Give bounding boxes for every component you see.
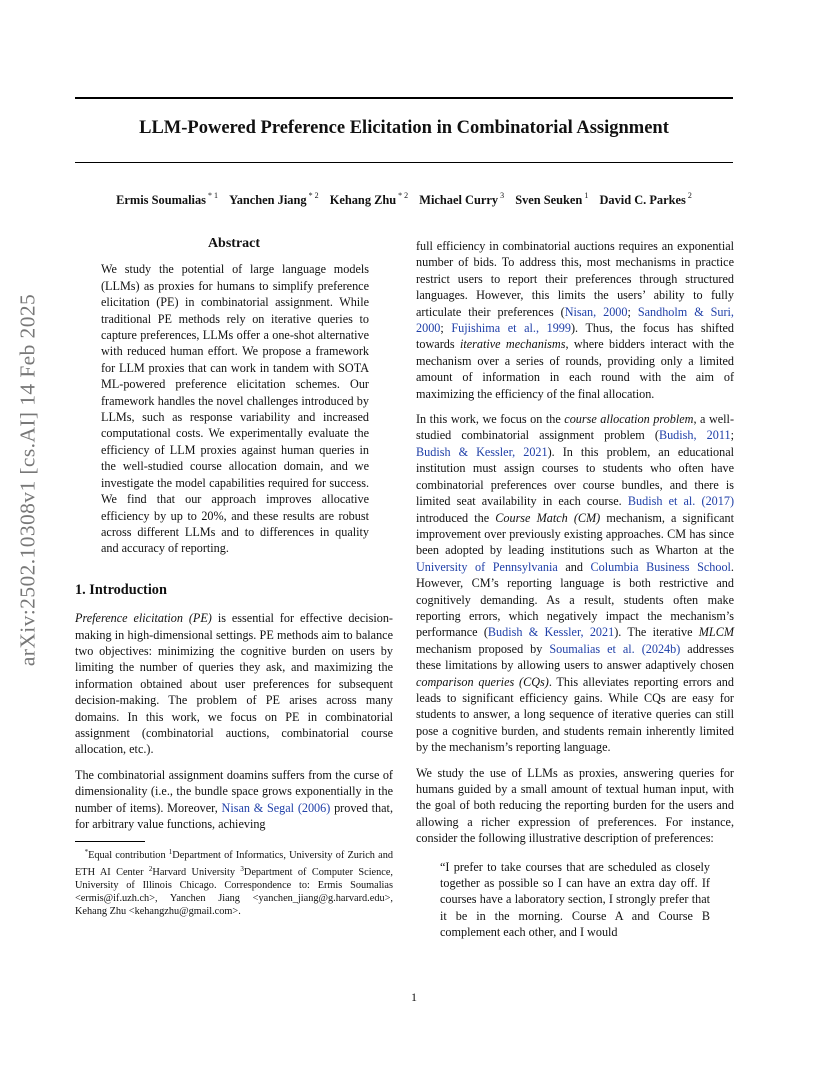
abstract-text: We study the potential of large language models (LLMs) as proxies for humans to simplify preference elicitation (PE) in combinatorial assignment. While traditional PE methods rely on iterative queries to capture preferences, LLMs offer a one-shot alternative with reduced human effort. We propose a framework for LLM proxies that can work in tandem with SOTA ML-powered preference elicitation schemes. Our framework handles the novel challenges introduced by LLMs, such as response variability and increased computational costs. We experimentally evaluate the efficiency of LLM proxies against human queries in the well-studied course allocation domain, and we investigate the model capabilities required for success. We find that our approach improves allocative efficiency by up to 20%, and these results are robust across different LLMs and to differences in quality and accuracy of reporting. <box>101 262 369 556</box>
paragraph-text: ; <box>730 428 734 443</box>
right-paragraph-1 <box>416 238 734 402</box>
paragraph-text: In this work, we focus on the <box>416 412 565 427</box>
paragraph-text: ; <box>440 321 452 336</box>
term-preference-elicitation: Preference elicitation (PE) <box>75 611 212 626</box>
citation-link[interactable]: Nisan & Segal (2006) <box>221 800 331 815</box>
affiliation-footnote <box>75 846 393 918</box>
author-affiliation-marks: * 1 <box>208 191 219 200</box>
paragraph-text: ; <box>627 304 638 319</box>
paragraph-text: ). The iterative <box>614 625 699 640</box>
author-name: Michael Curry <box>419 193 499 207</box>
right-paragraph-3: We study the use of LLMs as proxies, answering queries for humans guided by a small amount of textual human input, with the goal of both reducing the reporting burden for the users and allowing a richer expression of preferences. For instance, consider the following illustrative description of preferences: <box>416 765 734 846</box>
author-affiliation-marks: * 2 <box>398 191 409 200</box>
author <box>116 193 218 207</box>
footnote-text: Equal contribution <box>88 850 169 862</box>
author-name: Kehang Zhu <box>329 193 397 207</box>
footnote-text: Harvard University <box>152 867 241 879</box>
paragraph-text: , where bidders interact with the mechanism over a series of rounds, providing only a limited amount of information in each round with the aim of maximizing the efficiency of the final allocation. <box>416 337 734 401</box>
citation-link[interactable]: Budish & Kessler, 2021 <box>416 444 548 459</box>
term-course-allocation: course allocation problem <box>564 412 694 427</box>
author-name: Sven Seuken <box>515 193 583 207</box>
author <box>515 193 588 207</box>
paragraph-text: ). In this problem, an educational institution must assign courses to students who often have combinatorial preferences over course bundles, and there is limited seat availability in each course. <box>416 444 734 509</box>
author-affiliation-marks: 2 <box>687 191 692 200</box>
author-affiliation-marks: * 2 <box>308 191 319 200</box>
term-mlcm: MLCM <box>698 625 734 640</box>
right-column <box>416 238 734 941</box>
citation-link[interactable]: Sandholm & Suri, 2000 <box>416 304 734 336</box>
paragraph-text: mechanism proposed by <box>416 641 550 656</box>
term-iterative-mechanisms: iterative mechanisms <box>459 337 566 352</box>
paper-title: LLM-Powered Preference Elicitation in Combinatorial Assignment <box>139 118 669 138</box>
page-number: 1 <box>411 990 417 1004</box>
author-name: David C. Parkes <box>599 193 686 207</box>
term-course-match: Course Match (CM) <box>495 510 601 525</box>
citation-link[interactable]: Budish & Kessler, 2021 <box>487 625 615 640</box>
term-comparison-queries: comparison queries (CQs) <box>416 674 549 689</box>
citation-link[interactable]: Soumalias et al. (2024b) <box>549 641 681 656</box>
paragraph-text: and <box>557 559 591 574</box>
footnote-mark: 1 <box>168 848 173 857</box>
paragraph-text: . However, CM’s reporting language is both restrictive and cognitively demanding. As a result, students often make reporting errors, which negatively impact the mechanism’s performance ( <box>416 559 734 640</box>
paragraph-text: The combinatorial assignment doamins suffers from the curse of dimensionality (i.e., the bundle space grows exponentially in the number of items). Moreover, <box>75 767 393 815</box>
author-name: Ermis Soumalias <box>116 193 207 207</box>
author-affiliation-marks: 3 <box>500 191 505 200</box>
footnote-mark: 2 <box>148 865 153 874</box>
intro-paragraph-1 <box>75 610 393 758</box>
institution-link[interactable]: University of Pennsylvania <box>416 559 558 574</box>
author <box>330 193 408 207</box>
footnote-mark: 3 <box>240 865 244 874</box>
arxiv-identifier: arXiv:2502.10308v1 [cs.AI] 14 Feb 2025 <box>15 293 40 667</box>
section-heading-introduction: 1. Introduction <box>75 581 167 598</box>
abstract-heading: Abstract <box>207 236 261 251</box>
citation-link[interactable]: Budish, 2011 <box>658 428 731 443</box>
paragraph-text: full efficiency in combinatorial auctions requires an exponential number of bids. To address this, most mechanisms in practice restrict users to report their preferences through structured languages. However, this limits the users’ ability to fully articulate their preferences ( <box>416 239 734 319</box>
footnote-rule <box>75 841 145 842</box>
paragraph-text: . This alleviates reporting errors and leads to significant efficiency gains. While CQs are easy for students to answer, a long sequence of iterative queries can still pose a cognitive burden, and students remain inherently limited by the mechanism’s reporting language. <box>416 674 734 755</box>
author-list <box>75 191 733 208</box>
left-column <box>75 236 393 927</box>
citation-link[interactable]: Fujishima et al., 1999 <box>451 321 571 336</box>
institution-link[interactable]: Columbia Business School <box>590 559 731 574</box>
paragraph-text: is essential for effective decision-making in high-dimensional settings. PE methods aim to balance two objectives: minimizing the cognitive burden on users by limiting the number of queries they ask, and maximizing the information obtained about user preferences for subsequent decision-making. The problem of PE arises across many domains. In this work, we focus on PE in combinatorial assignment (combinatorial auctions, combinatorial course allocation, etc.). <box>75 611 393 757</box>
citation-link[interactable]: Nisan, 2000 <box>564 304 628 319</box>
right-paragraph-2 <box>416 411 734 756</box>
author <box>229 193 318 207</box>
footnote-text: Department of Informatics, University of Zurich and ETH AI Center <box>75 850 393 879</box>
paragraph-text: proved that, for arbitrary value functions, achieving <box>75 800 393 831</box>
title-bottom-rule <box>75 162 733 163</box>
author-name: Yanchen Jiang <box>229 193 307 207</box>
author <box>419 193 504 207</box>
paragraph-text: mechanism, a significant improvement over previously existing approaches. CM has since been adopted by leading institutions such as Wharton at the <box>416 510 734 558</box>
paragraph-text: addresses these limitations by allowing users to answer adaptively chosen <box>416 641 735 673</box>
paragraph-text: , a well-studied combinatorial assignment problem ( <box>416 412 735 443</box>
author <box>599 193 691 207</box>
citation-link[interactable]: Budish et al. (2017) <box>627 494 734 509</box>
paragraph-text: introduced the <box>416 510 496 525</box>
footnote-text: Department of Computer Science, University of Illinois Chicago. Correspondence to: Ermis Soumalias <ermis@if.uzh.ch>, Yanchen Jiang <yanchen_jiang@g.harvard.edu>, Kehang Zhu <kehangzhu@gmail.com>. <box>75 867 393 917</box>
intro-paragraph-2 <box>75 767 393 833</box>
footnote-mark: * <box>84 848 89 857</box>
preference-quote: “I prefer to take courses that are scheduled as closely together as possible so I can have an extra day off. If courses have a laboratory section, I strongly prefer that it be in the morning. Course A and Course B complement each other, and I would <box>440 859 710 940</box>
author-affiliation-marks: 1 <box>584 191 589 200</box>
title-top-rule <box>75 97 733 99</box>
paragraph-text: ). Thus, the focus has shifted towards <box>416 321 735 352</box>
